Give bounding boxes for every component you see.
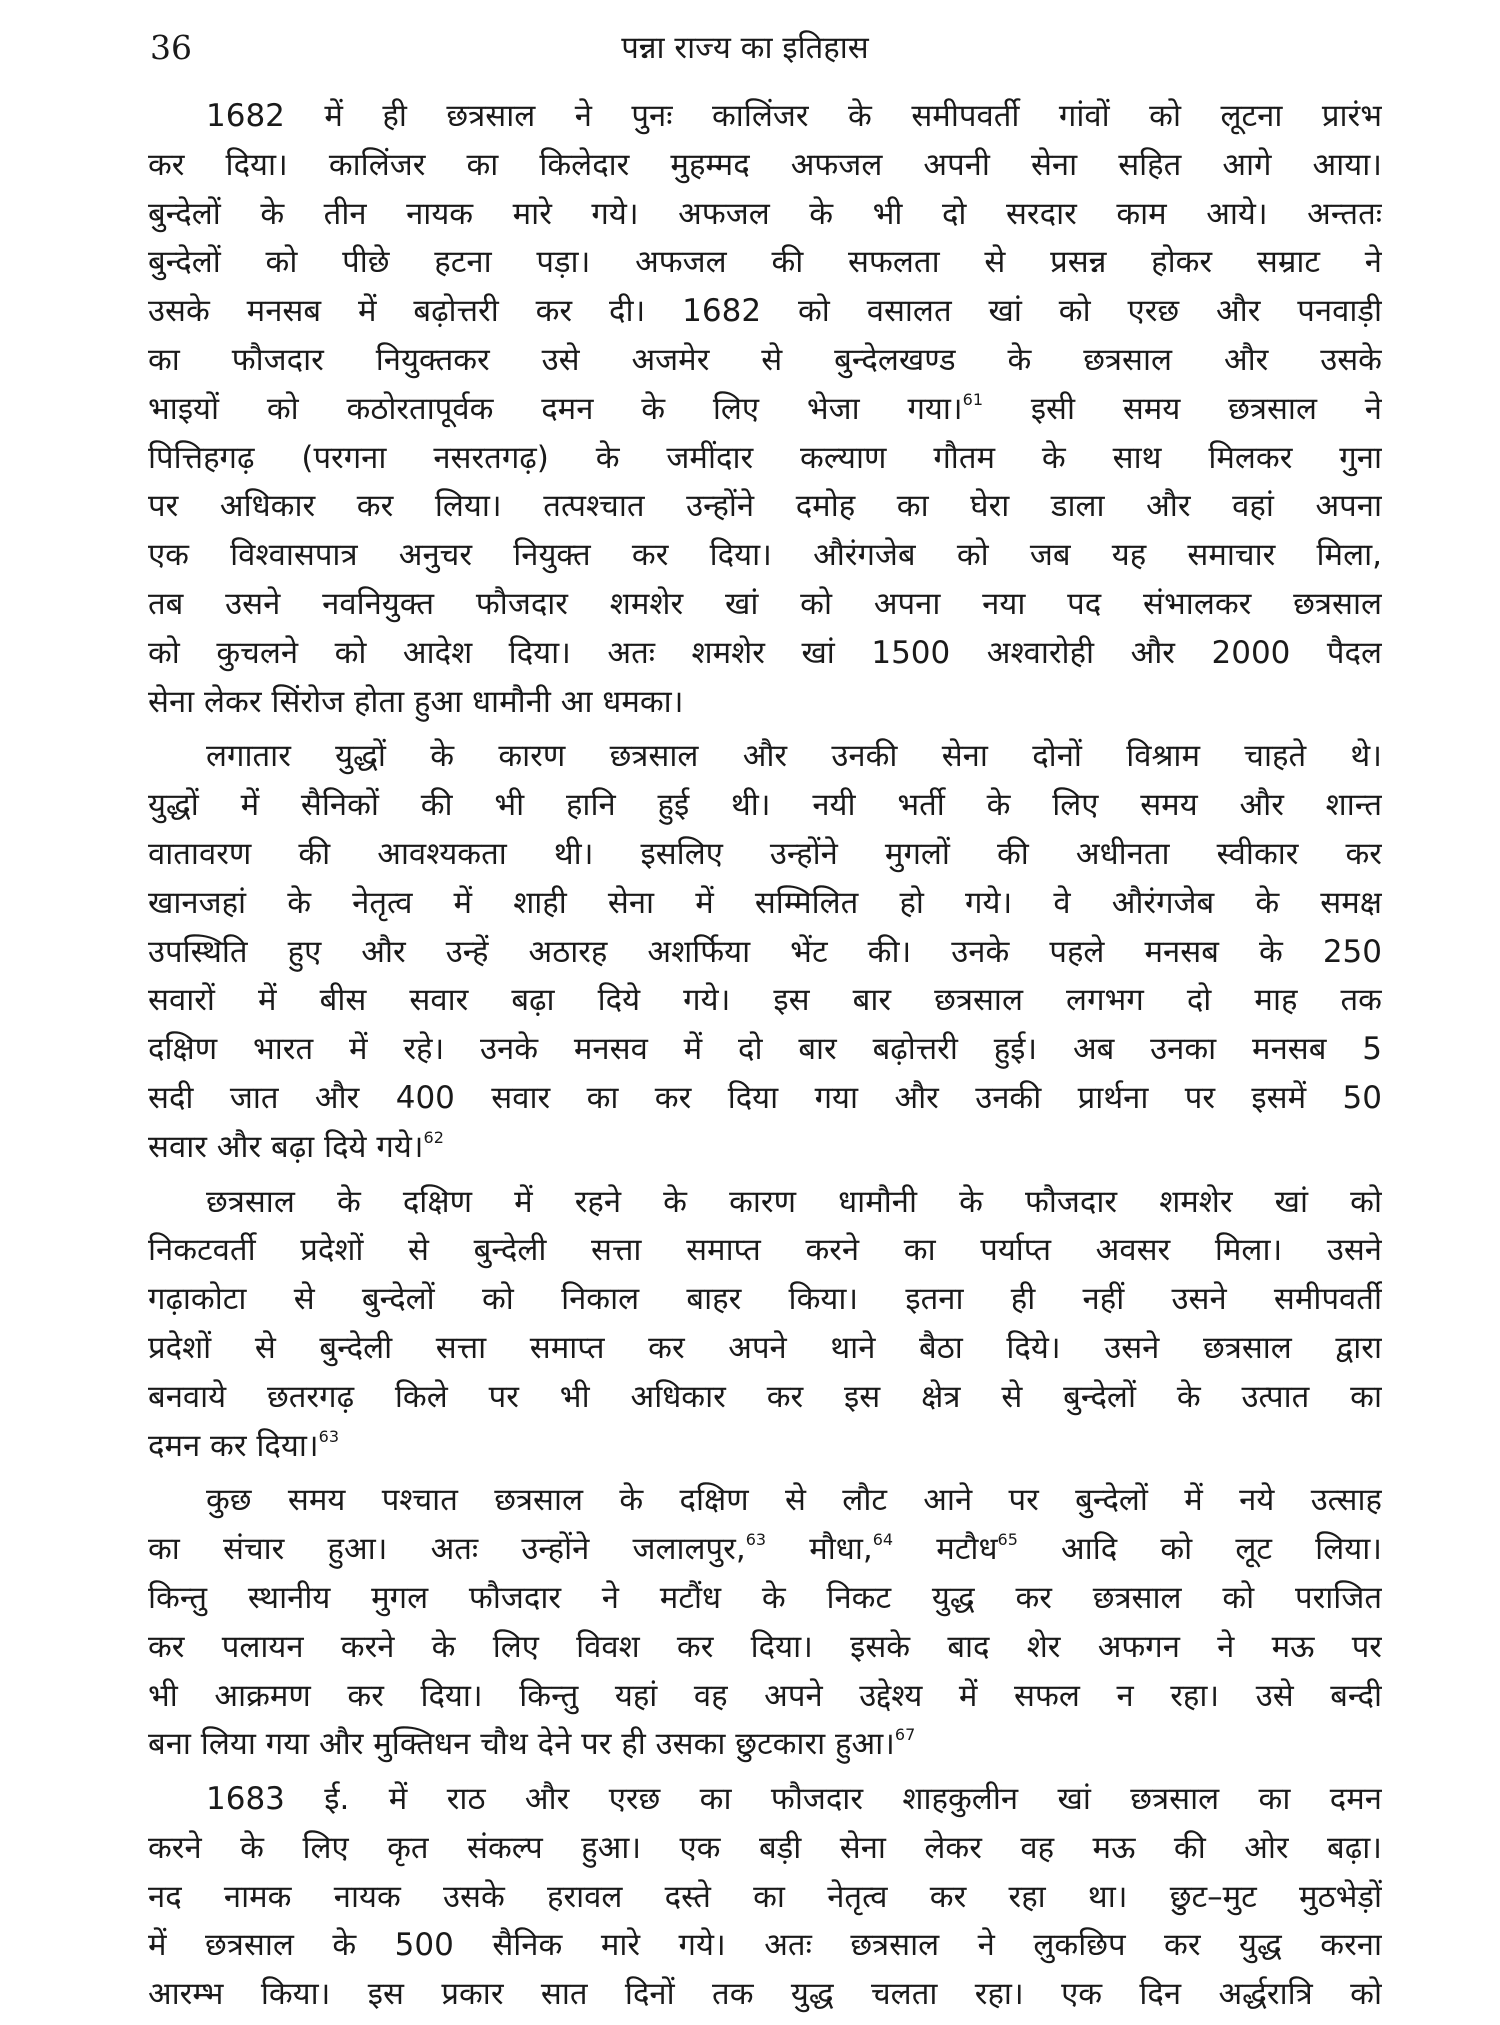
text-line: कर दिया। कालिंजर का किलेदार मुहम्मद अफजल अपनी सेना सहित आगे आया। xyxy=(148,146,1382,183)
paragraph xyxy=(148,92,1382,726)
footnote-ref: 61 xyxy=(962,389,984,409)
text-fragment: मटौध xyxy=(893,1531,998,1568)
text-line: का फौजदार नियुक्तकर उसे अजमेर से बुन्देलखण्ड के छत्रसाल और उसके xyxy=(148,341,1382,378)
text-line: 1683 ई. में राठ और एरछ का फौजदार शाहकुलीन खां छत्रसाल का दमन xyxy=(206,1781,1382,1818)
text-line: में छत्रसाल के 500 सैनिक मारे गये। अतः छत्रसाल ने लुकछिप कर युद्ध करना xyxy=(148,1927,1382,1964)
text-line xyxy=(148,385,1382,434)
paragraph xyxy=(148,1178,1382,1471)
text-line: तब उसने नवनियुक्त फौजदार शमशेर खां को अपना नया पद संभालकर छत्रसाल xyxy=(148,585,1382,622)
text-line: कुछ समय पश्चात छत्रसाल के दक्षिण से लौट आने पर बुन्देलों में नये उत्साह xyxy=(206,1482,1382,1519)
text-line: करने के लिए कृत संकल्प हुआ। एक बड़ी सेना लेकर वह मऊ की ओर बढ़ा। xyxy=(148,1829,1382,1866)
footnote-ref: 64 xyxy=(872,1530,894,1550)
text-line: को कुचलने को आदेश दिया। अतः शमशेर खां 1500 अश्वारोही और 2000 पैदल xyxy=(148,634,1382,671)
text-fragment: आदि को लूट लिया। xyxy=(1017,1531,1382,1568)
text-line: 1682 में ही छत्रसाल ने पुनः कालिंजर के समीपवर्ती गांवों को लूटना प्रारंभ xyxy=(206,98,1382,134)
running-title: पन्ना राज्य का इतिहास xyxy=(621,30,869,66)
text-line: सदी जात और 400 सवार का कर दिया गया और उनकी प्रार्थना पर इसमें 50 xyxy=(148,1079,1382,1116)
text-fragment: का संचार हुआ। अतः उन्होंने जलालपुर, xyxy=(148,1531,746,1568)
text-line: गढ़ाकोटा से बुन्देलों को निकाल बाहर किया। इतना ही नहीं उसने समीपवर्ती xyxy=(148,1281,1382,1318)
text-line: प्रदेशों से बुन्देली सत्ता समाप्त कर अपने थाने बैठा दिये। उसने छत्रसाल द्वारा xyxy=(148,1329,1382,1366)
text-line xyxy=(148,1720,1382,1769)
footnote-ref: 63 xyxy=(318,1426,340,1446)
footnote-ref: 65 xyxy=(997,1530,1018,1550)
text-line: सेना लेकर सिंरोज होता हुआ धामौनी आ धमका। xyxy=(148,683,684,720)
text-line: वातावरण की आवश्यकता थी। इसलिए उन्होंने मुगलों की अधीनता स्वीकार कर xyxy=(148,835,1382,872)
text-fragment: भाइयों को कठोरतापूर्वक दमन के लिए भेजा गया। xyxy=(148,390,963,427)
body-text xyxy=(148,92,1382,2025)
text-line xyxy=(148,1422,1382,1471)
page-header xyxy=(140,24,1350,72)
text-line: लगातार युद्धों के कारण छत्रसाल और उनकी सेना दोनों विश्राम चाहते थे। xyxy=(206,738,1382,775)
text-fragment: सवार और बढ़ा दिये गये। xyxy=(148,1128,424,1165)
text-line: युद्धों में सैनिकों की भी हानि हुई थी। नयी भर्ती के लिए समय और शान्त xyxy=(148,787,1382,824)
text-line xyxy=(148,1123,1382,1172)
text-line xyxy=(148,1525,1382,1574)
text-line: भी आक्रमण कर दिया। किन्तु यहां वह अपने उद्देश्य में सफल न रहा। उसे बन्दी xyxy=(148,1677,1382,1714)
text-fragment: इसी समय छत्रसाल ने xyxy=(983,390,1382,427)
text-line: कर पलायन करने के लिए विवश कर दिया। इसके बाद शेर अफगन ने मऊ पर xyxy=(148,1628,1382,1665)
text-line: पित्तिहगढ़ (परगना नसरतगढ़) के जमींदार कल्याण गौतम के साथ मिलकर गुना xyxy=(148,439,1382,476)
text-line: किन्तु स्थानीय मुगल फौजदार ने मटौंध के निकट युद्ध कर छत्रसाल को पराजित xyxy=(148,1579,1382,1616)
text-line: पर अधिकार कर लिया। तत्पश्चात उन्होंने दमोह का घेरा डाला और वहां अपना xyxy=(148,488,1382,525)
text-line: दक्षिण भारत में रहे। उनके मनसव में दो बार बढ़ोत्तरी हुई। अब उनका मनसब 5 xyxy=(148,1031,1382,1068)
paragraph xyxy=(148,732,1382,1171)
text-line: खानजहां के नेतृत्व में शाही सेना में सम्मिलित हो गये। वे औरंगजेब के समक्ष xyxy=(148,884,1382,921)
page-number: 36 xyxy=(150,28,192,67)
text-line: उपस्थिति हुए और उन्हें अठारह अशर्फिया भेंट की। उनके पहले मनसब के 250 xyxy=(148,933,1382,970)
paragraph xyxy=(148,1476,1382,1769)
text-line: आरम्भ किया। इस प्रकार सात दिनों तक युद्ध चलता रहा। एक दिन अर्द्धरात्रि को xyxy=(148,1976,1382,2013)
paragraph xyxy=(148,1775,1382,2019)
footnote-ref: 63 xyxy=(745,1530,767,1550)
text-fragment: दमन कर दिया। xyxy=(148,1427,319,1464)
text-line: एक विश्वासपात्र अनुचर नियुक्त कर दिया। औरंगजेब को जब यह समाचार मिला, xyxy=(148,537,1382,574)
text-line: बुन्देलों को पीछे हटना पड़ा। अफजल की सफलता से प्रसन्न होकर सम्राट ने xyxy=(148,244,1382,281)
text-line: बुन्देलों के तीन नायक मारे गये। अफजल के भी दो सरदार काम आये। अन्ततः xyxy=(148,195,1382,232)
text-line: बनवाये छतरगढ़ किले पर भी अधिकार कर इस क्षेत्र से बुन्देलों के उत्पात का xyxy=(148,1378,1382,1415)
text-line: सवारों में बीस सवार बढ़ा दिये गये। इस बार छत्रसाल लगभग दो माह तक xyxy=(148,982,1382,1019)
footnote-ref: 67 xyxy=(894,1725,916,1745)
text-line: उसके मनसब में बढ़ोत्तरी कर दी। 1682 को वसालत खां को एरछ और पनवाड़ी xyxy=(148,293,1382,330)
text-fragment: बना लिया गया और मुक्तिधन चौथ देने पर ही उसका छुटकारा हुआ। xyxy=(148,1726,895,1763)
text-fragment: मौधा, xyxy=(766,1531,873,1568)
text-line: छत्रसाल के दक्षिण में रहने के कारण धामौनी के फौजदार शमशेर खां को xyxy=(206,1183,1382,1220)
text-line: नद नामक नायक उसके हरावल दस्ते का नेतृत्व कर रहा था। छुट–मुट मुठभेड़ों xyxy=(148,1878,1382,1915)
footnote-ref: 62 xyxy=(423,1127,444,1147)
text-line: निकटवर्ती प्रदेशों से बुन्देली सत्ता समाप्त करने का पर्याप्त अवसर मिला। उसने xyxy=(148,1232,1382,1269)
